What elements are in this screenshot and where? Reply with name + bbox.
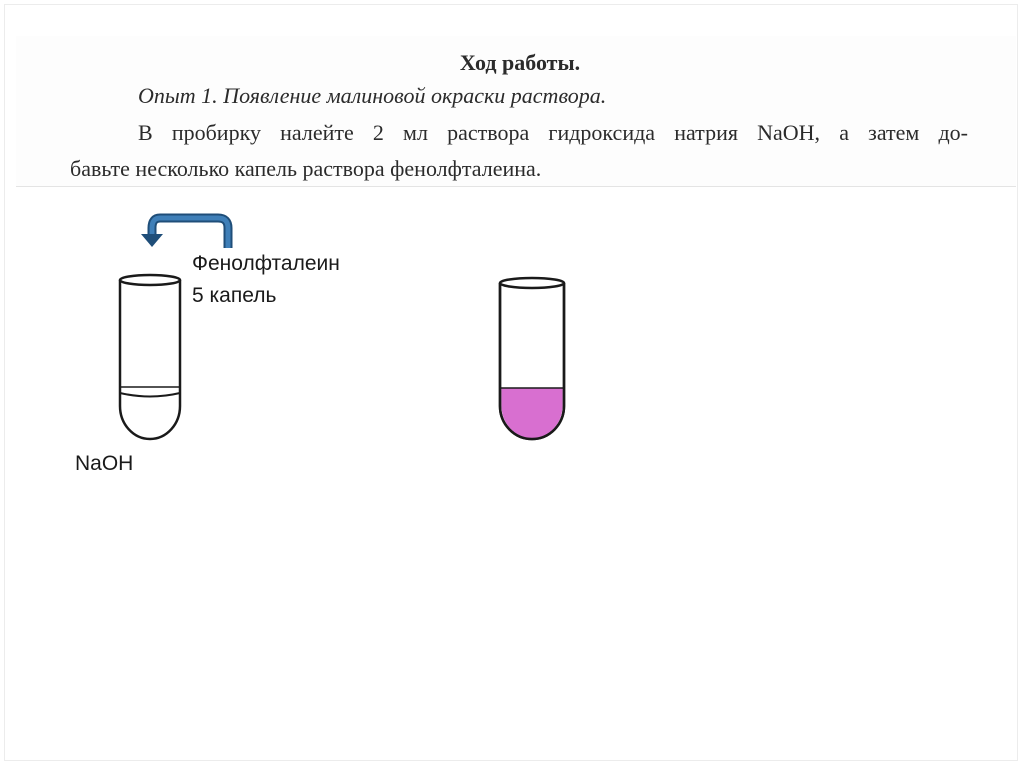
instruction-line-1: В пробирку налейте 2 мл раствора гидроксида натрия NaOH, а затем до- [138, 120, 968, 145]
test-tube-left [120, 275, 180, 439]
instruction-line-2: бавьте несколько капель раствора фенолфталеина. [70, 156, 542, 181]
arrow-icon [141, 218, 228, 248]
document-title: Ход работы. [459, 50, 581, 75]
test-tube-right [500, 278, 564, 439]
reagent-name-label: Фенолфталеин [192, 252, 340, 275]
reagent-amount-label: 5 капель [192, 284, 277, 307]
naoh-label: NaOH [75, 452, 134, 475]
experiment-title: Опыт 1. Появление малиновой окраски раствора. [138, 83, 607, 108]
